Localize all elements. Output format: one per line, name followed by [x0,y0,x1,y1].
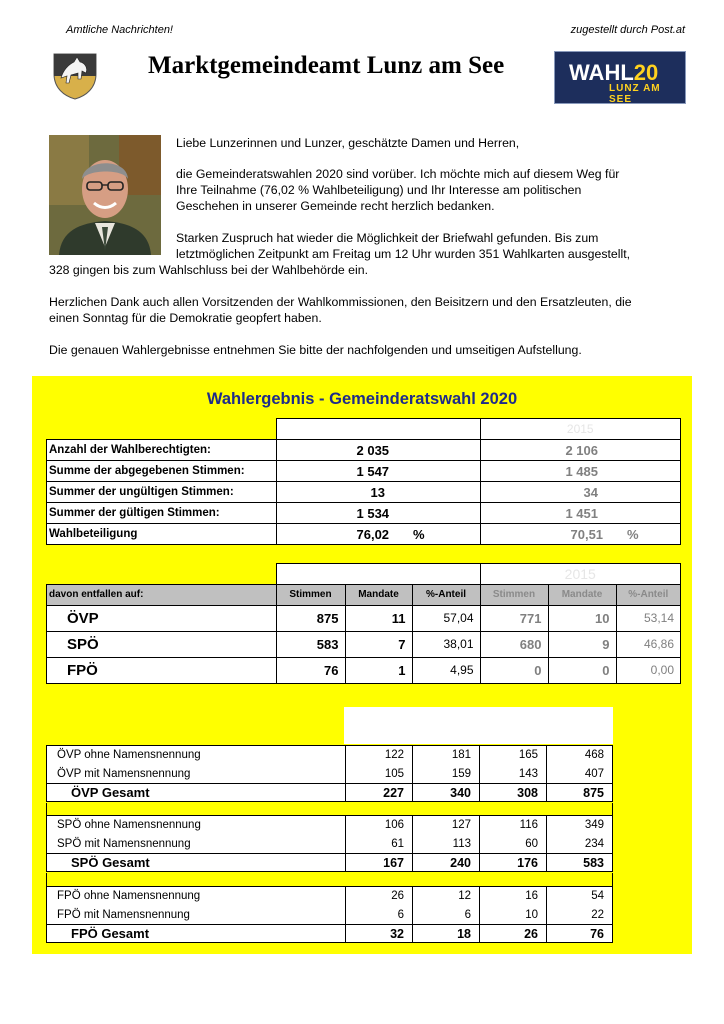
sum-value: 76 [547,925,613,943]
table-row [47,784,613,802]
letter-p1-line2: Ihre Teilnahme (76,02 % Wahlbeteiligung) und Ihr Interesse am politischen [176,183,582,197]
table-row [47,440,681,461]
votes-2015: 0 [480,657,548,683]
sprengel-2-value: 6 [413,906,480,925]
row-label: Summer der gültigen Stimmen: [47,503,277,524]
sprengel-3-value: 176 [480,854,547,872]
sprengel-word: Sprengel [486,710,536,723]
party-results-table [46,563,681,684]
sprengel-1-value: 6 [346,906,413,925]
delivery-note: zugestellt durch Post.at [570,24,685,36]
share-2020: 57,04 [412,605,480,631]
row-label: FPÖ ohne Namensnennung [47,887,346,906]
sum-value: 875 [547,784,613,802]
page-title: Marktgemeindeamt Lunz am See [148,52,505,79]
sum-value: 349 [547,816,613,835]
sprengel-3-value: 143 [480,765,547,784]
summe-header: Summe [545,707,614,744]
logo-text-wahl: WAHL [569,60,634,85]
sprengel-1-value: 106 [346,816,413,835]
turnout-2020: 76,02 [356,526,390,542]
row-label: Summe der abgegebenen Stimmen: [47,461,277,482]
year-2020-header: 2020 [276,419,480,440]
row-label: ÖVP Gesamt [47,784,346,802]
sprengel-2-value: 340 [413,784,480,802]
party-name: SPÖ [47,631,277,657]
party-name: ÖVP [47,605,277,631]
sprengel-2-value: 127 [413,816,480,835]
sprengel-1-value: 32 [346,925,413,943]
logo-subtitle: LUNZ AM SEE [609,83,661,105]
party-year-2015-header: 2015 [480,564,681,585]
sprengel-1-value: 227 [346,784,413,802]
seats-2020: 11 [345,605,412,631]
row-label: ÖVP ohne Namensnennung [47,746,346,765]
row-label: FPÖ Gesamt [47,925,346,943]
sprengel-3-value: 116 [480,816,547,835]
col-anteil-2020: %-Anteil [412,584,480,605]
sprengel-1-value: 61 [346,835,413,854]
value-2020: 1 534 [276,503,480,524]
sum-value: 407 [547,765,613,784]
table-row [47,887,613,906]
col-stimmen-2020: Stimmen [276,584,345,605]
seats-2015: 9 [548,631,616,657]
letter-greeting: Liebe Lunzerinnen und Lunzer, geschätzte Damen und Herren, [176,136,520,150]
row-label: ÖVP mit Namensnennung [47,765,346,784]
value-2015: 34 [480,482,681,503]
percent-unit: % [627,526,639,542]
seats-2015: 0 [548,657,616,683]
letter-p2-line1: Starken Zuspruch hat wieder die Möglichkeit der Briefwahl gefunden. Bis zum [176,231,599,245]
table-row [47,746,613,765]
votes-2020: 583 [276,631,345,657]
table-row [47,482,681,503]
percent-unit: % [413,526,425,542]
sprengel-1-value: 26 [346,887,413,906]
row-label: SPÖ mit Namensnennung [47,835,346,854]
row-label: Anzahl der Wahlberechtigten: [47,440,277,461]
separator [46,873,613,886]
table-row [47,657,681,683]
letter-p1-line3: Geschehen in unserer Gemeinde recht herzlich bedanken. [176,199,495,213]
row-label: Summer der ungültigen Stimmen: [47,482,277,503]
letter-p3-line1: Herzlichen Dank auch allen Vorsitzenden der Wahlkommissionen, den Beisitzern und den Ersatzleuten, die [49,295,632,309]
table-row [47,835,613,854]
seats-2020: 7 [345,631,412,657]
sprengel-3-value: 165 [480,746,547,765]
share-2020: 38,01 [412,631,480,657]
value-2020: 2 035 [276,440,480,461]
table-row [47,854,613,872]
table-row [47,503,681,524]
letter-p3-line2: einen Sonntag für die Demokratie geopfert haben. [49,311,322,325]
sum-value: 22 [547,906,613,925]
share-2015: 53,14 [616,605,681,631]
sprengel-2-value: 18 [413,925,480,943]
results-title: Wahlergebnis - Gemeinderatswahl 2020 [206,390,518,408]
sprengel-3-header [478,707,545,744]
row-label: SPÖ ohne Namensnennung [47,816,346,835]
sprengel-word: Sprengel [419,710,469,723]
sprengel-number: 3 [506,723,516,743]
party-year-2020-header: 2020 [276,564,480,585]
sprengel-2-value: 159 [413,765,480,784]
official-notice-label: Amtliche Nachrichten! [66,24,173,36]
sprengel-1-value: 122 [346,746,413,765]
col-anteil-2015: %-Anteil [616,584,681,605]
value-2020: 1 547 [276,461,480,482]
sprengel-2-value: 181 [413,746,480,765]
col-mandate-2020: Mandate [345,584,412,605]
table-row [47,765,613,784]
col-stimmen-2015: Stimmen [480,584,548,605]
sprengel-2-value: 240 [413,854,480,872]
value-2015: 1 451 [480,503,681,524]
letter-p2-line2: letztmöglichen Zeitpunkt am Freitag um 12 Uhr wurden 351 Wahlkarten ausgestellt, [176,247,631,261]
separator [46,803,613,815]
table-row [47,925,613,943]
sprengel-number: 2 [439,723,449,743]
summary-table [46,418,681,545]
turnout-2015: 70,51 [570,526,604,542]
share-2015: 46,86 [616,631,681,657]
sprengel-word: Sprengel [352,710,402,723]
col-mandate-2015: Mandate [548,584,616,605]
value-2020: 13 [276,482,480,503]
ovp-block [46,745,613,802]
sprengel-3-value: 26 [480,925,547,943]
sprengel-number: 1 [372,723,382,743]
table-row [47,524,681,545]
sprengel-3-value: 10 [480,906,547,925]
spo-block [46,815,613,872]
letter-p1-line1: die Gemeinderatswahlen 2020 sind vorüber. Ich möchte mich auf diesem Weg für [176,167,620,181]
letter-p4: Die genauen Wahlergebnisse entnehmen Sie bitte der nachfolgenden und umseitigen Aufstellung. [49,343,582,357]
votes-2015: 680 [480,631,548,657]
parties-label: davon entfallen auf: [47,584,277,605]
value-2015: 2 106 [480,440,681,461]
municipal-crest-icon [52,52,98,100]
sum-value: 234 [547,835,613,854]
logo-text-year: 20 [633,60,659,85]
sprengel-table [46,707,613,744]
sum-value: 54 [547,887,613,906]
share-2015: 0,00 [616,657,681,683]
sprengel-3-value: 60 [480,835,547,854]
sprengel-1-value: 167 [346,854,413,872]
value-2015: 1 485 [480,461,681,482]
sprengel-3-value: 308 [480,784,547,802]
election-logo [554,51,686,104]
votes-2020: 76 [276,657,345,683]
sprengel-2-header [411,707,478,744]
seats-2015: 10 [548,605,616,631]
seats-2020: 1 [345,657,412,683]
mayor-portrait [49,135,161,255]
year-2015-header: 2015 [480,419,681,440]
sum-value: 468 [547,746,613,765]
share-2020: 4,95 [412,657,480,683]
table-row [47,631,681,657]
sum-value: 583 [547,854,613,872]
party-name: FPÖ [47,657,277,683]
table-row [47,461,681,482]
row-label: Wahlbeteiligung [47,524,277,545]
table-row [47,906,613,925]
row-label: SPÖ Gesamt [47,854,346,872]
table-row [47,605,681,631]
sprengel-2-value: 12 [413,887,480,906]
sprengel-2-value: 113 [413,835,480,854]
sprengel-1-header [344,707,411,744]
sprengel-3-value: 16 [480,887,547,906]
letter-p2-line3: 328 gingen bis zum Wahlschluss bei der Wahlbehörde ein. [49,263,368,277]
votes-2020: 875 [276,605,345,631]
row-label: FPÖ mit Namensnennung [47,906,346,925]
fpo-block [46,886,613,943]
table-row [47,816,613,835]
votes-2015: 771 [480,605,548,631]
sprengel-1-value: 105 [346,765,413,784]
